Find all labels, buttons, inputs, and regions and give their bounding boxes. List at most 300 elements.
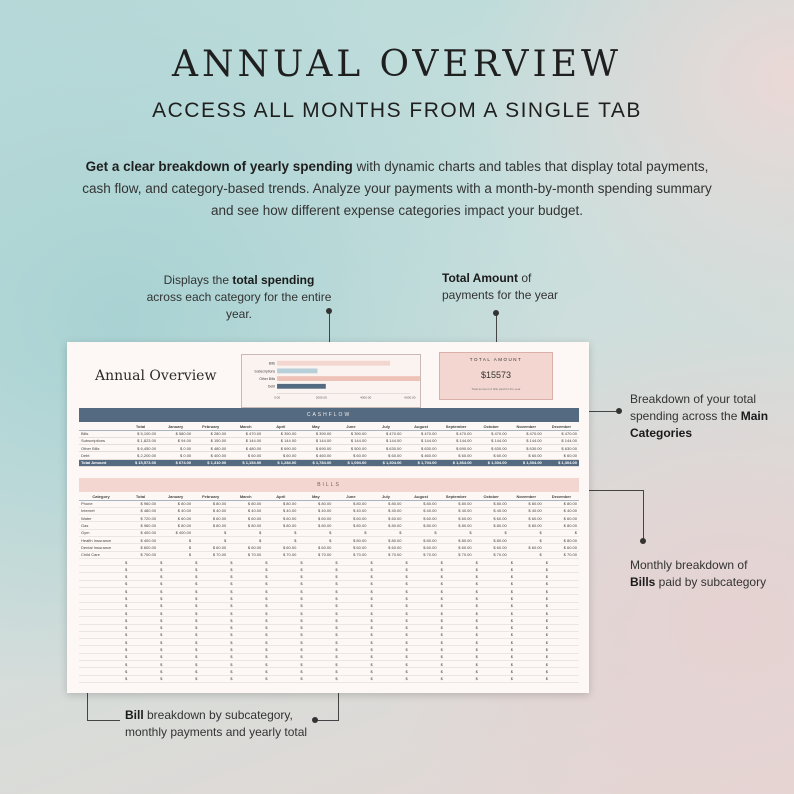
month-cell: $ <box>368 675 403 682</box>
month-cell: $ 70.00 <box>404 551 439 558</box>
month-cell: $ 80.00 <box>404 536 439 543</box>
month-cell: $ <box>368 668 403 675</box>
chart-bar <box>277 368 317 373</box>
month-cell: $ 94.00 <box>158 437 193 444</box>
month-cell: $ 60.00 <box>544 544 579 551</box>
month-cell: $ 80.00 <box>263 522 298 529</box>
month-cell: $ <box>228 631 263 638</box>
month-cell: $ <box>404 624 439 631</box>
month-cell: $ <box>474 617 509 624</box>
month-cell: $ <box>298 631 333 638</box>
month-cell: $ <box>228 624 263 631</box>
month-cell: $ 70.00 <box>193 551 228 558</box>
callout-bold: Bills <box>630 575 656 589</box>
month-cell: $ 460.00 <box>404 452 439 459</box>
total-amount-value: $15573 <box>480 370 512 380</box>
month-cell: $ 80.00 <box>474 522 509 529</box>
month-cell: $ <box>404 566 439 573</box>
month-cell: $ 144.00 <box>544 437 579 444</box>
month-cell: $ <box>158 609 193 616</box>
month-cell: $ <box>158 595 193 602</box>
month-cell: $ <box>228 609 263 616</box>
month-cell: $ 80.00 <box>439 500 474 507</box>
month-cell: $ <box>158 646 193 653</box>
month-cell: $ 80.00 <box>158 500 193 507</box>
month-cell: $ 60.00 <box>544 452 579 459</box>
month-cell: $ 0.00 <box>158 445 193 452</box>
month-cell: $ 500.00 <box>333 445 368 452</box>
month-cell: $ 470.00 <box>544 430 579 437</box>
month-cell: $ 460.00 <box>298 452 333 459</box>
row-label: Gas <box>79 522 123 529</box>
month-cell: $ <box>544 668 579 675</box>
month-cell: $ <box>298 639 333 646</box>
month-cell: $ <box>228 639 263 646</box>
month-cell: $ <box>368 529 403 536</box>
month-cell: $ <box>439 588 474 595</box>
month-cell: $ <box>404 668 439 675</box>
month-cell: $ <box>544 558 579 565</box>
month-cell: $ <box>544 624 579 631</box>
month-cell: $ <box>263 573 298 580</box>
month-cell: $ <box>123 588 158 595</box>
month-cell: $ 70.00 <box>263 551 298 558</box>
month-cell: $ <box>544 646 579 653</box>
month-cell: $ <box>228 602 263 609</box>
month-cell: $ 144.00 <box>228 437 263 444</box>
table-row <box>79 522 579 529</box>
month-cell: $ <box>123 558 158 565</box>
month-cell: $ <box>474 675 509 682</box>
month-cell: $ 80.00 <box>298 500 333 507</box>
month-cell: $ <box>333 566 368 573</box>
page-subtitle: ACCESS ALL MONTHS FROM A SINGLE TAB <box>152 99 642 122</box>
row-total: $ 2,200.00 <box>123 452 158 459</box>
intro-rest: with dynamic charts and tables that display total payments, cash flow, and category-based trends. Analyze your payments with a month-by-month spending summary and see how different expense categories impact your budget. <box>82 159 712 218</box>
month-cell: $ <box>123 566 158 573</box>
column-header: July <box>368 423 403 430</box>
month-cell: $ <box>298 653 333 660</box>
month-cell: $ <box>368 631 403 638</box>
month-cell: $ <box>193 631 228 638</box>
month-cell: $ <box>193 529 228 536</box>
column-header: June <box>333 493 368 500</box>
table-row <box>79 566 579 573</box>
row-total: $ 600.00 <box>123 544 158 551</box>
month-cell: $ <box>404 631 439 638</box>
month-cell: $ 60.00 <box>368 544 403 551</box>
month-cell: $ <box>333 529 368 536</box>
month-cell: $ <box>544 580 579 587</box>
month-cell: $ <box>263 668 298 675</box>
month-cell: $ <box>158 544 193 551</box>
month-cell: $ 60.00 <box>333 515 368 522</box>
month-cell: $ <box>474 595 509 602</box>
month-cell: $ <box>474 646 509 653</box>
month-cell: $ 80.00 <box>544 500 579 507</box>
month-cell: $ <box>228 675 263 682</box>
month-cell: $ <box>193 668 228 675</box>
month-cell: $ 80.00 <box>298 522 333 529</box>
page-title: ANNUAL OVERVIEW <box>171 44 623 85</box>
month-cell: $ <box>439 624 474 631</box>
table-row <box>79 515 579 522</box>
table-header-row <box>79 493 579 500</box>
month-cell: $ <box>193 617 228 624</box>
month-cell: $ <box>263 631 298 638</box>
month-cell: $ <box>193 573 228 580</box>
column-header: Total <box>123 493 158 500</box>
column-header: December <box>544 423 579 430</box>
month-cell: $ 144.00 <box>263 437 298 444</box>
month-cell: $ <box>263 580 298 587</box>
month-cell: $ 60.00 <box>509 515 544 522</box>
month-cell: $ <box>263 624 298 631</box>
column-header: November <box>509 493 544 500</box>
month-cell: $ 144.00 <box>404 437 439 444</box>
month-cell: $ 60.00 <box>193 515 228 522</box>
month-cell: $ <box>193 536 228 543</box>
month-cell: $ <box>123 580 158 587</box>
row-total: $ 480.00 <box>123 507 158 514</box>
table-row <box>79 668 579 675</box>
month-cell: $ 150.00 <box>193 437 228 444</box>
month-cell: $ 60.00 <box>368 515 403 522</box>
month-cell: $ <box>368 617 403 624</box>
month-cell: $ <box>123 646 158 653</box>
row-label <box>79 646 123 653</box>
month-cell: $ 80.00 <box>544 536 579 543</box>
month-cell: $ <box>263 653 298 660</box>
row-label <box>79 617 123 624</box>
month-cell: $ 580.00 <box>158 430 193 437</box>
table-row <box>79 536 579 543</box>
month-cell: $ 630.00 <box>368 445 403 452</box>
month-cell: $ <box>333 580 368 587</box>
month-cell: $ <box>158 602 193 609</box>
month-cell: $ 1,704.00 <box>404 459 439 466</box>
callout-bold: Bill <box>125 708 144 722</box>
callout-dot <box>312 717 318 723</box>
callout-line <box>643 490 644 540</box>
month-cell: $ 80.00 <box>474 500 509 507</box>
month-cell: $ <box>439 595 474 602</box>
month-cell: $ <box>263 602 298 609</box>
column-header: December <box>544 493 579 500</box>
row-label: Child Care <box>79 551 123 558</box>
table-row <box>79 602 579 609</box>
column-header <box>79 423 123 430</box>
month-cell: $ 80.00 <box>439 536 474 543</box>
month-cell: $ 60.00 <box>333 452 368 459</box>
month-cell: $ <box>439 558 474 565</box>
month-cell: $ 60.00 <box>509 452 544 459</box>
callout-line <box>316 720 339 721</box>
row-label <box>79 661 123 668</box>
month-cell: $ 80.00 <box>544 522 579 529</box>
total-amount-label: TOTAL AMOUNT <box>469 357 523 362</box>
month-cell: $ <box>228 573 263 580</box>
month-cell: $ <box>474 639 509 646</box>
column-header: January <box>158 493 193 500</box>
callout-text: paid by subcategory <box>655 575 767 589</box>
month-cell: $ <box>123 602 158 609</box>
table-row <box>79 580 579 587</box>
month-cell: $ 40.00 <box>544 507 579 514</box>
table-row <box>79 631 579 638</box>
month-cell: $ <box>544 595 579 602</box>
month-cell: $ <box>123 573 158 580</box>
column-header: August <box>404 493 439 500</box>
month-cell: $ <box>509 588 544 595</box>
row-label <box>79 595 123 602</box>
month-cell: $ <box>368 602 403 609</box>
month-cell: $ <box>404 661 439 668</box>
month-cell: $ 144.00 <box>298 437 333 444</box>
month-cell: $ <box>158 558 193 565</box>
table-row <box>79 544 579 551</box>
month-cell: $ <box>333 609 368 616</box>
month-cell: $ 1,154.00 <box>228 459 263 466</box>
month-cell: $ <box>439 631 474 638</box>
month-cell: $ <box>544 661 579 668</box>
table-row <box>79 653 579 660</box>
month-cell: $ <box>263 588 298 595</box>
month-cell: $ <box>333 639 368 646</box>
table-row <box>79 445 579 452</box>
month-cell: $ <box>123 609 158 616</box>
intro-lead: Get a clear breakdown of yearly spending <box>85 159 353 174</box>
table-row <box>79 551 579 558</box>
month-cell: $ 60.00 <box>544 515 579 522</box>
month-cell: $ <box>263 558 298 565</box>
month-cell: $ <box>158 536 193 543</box>
month-cell: $ 1,304.00 <box>544 459 579 466</box>
sheet-title: Annual Overview <box>95 368 217 384</box>
column-header: June <box>333 423 368 430</box>
row-total: $ 6,450.00 <box>123 445 158 452</box>
month-cell: $ 80.00 <box>509 500 544 507</box>
row-label <box>79 602 123 609</box>
month-cell: $ <box>404 646 439 653</box>
month-cell: $ <box>509 646 544 653</box>
month-cell: $ <box>368 588 403 595</box>
month-cell: $ 60.00 <box>228 544 263 551</box>
month-cell: $ 60.00 <box>263 515 298 522</box>
column-header: March <box>228 423 263 430</box>
row-label: Gym <box>79 529 123 536</box>
callout-dot <box>616 408 622 414</box>
bills-table <box>79 493 579 683</box>
month-cell: $ 60.00 <box>298 544 333 551</box>
callout-bold: total spending <box>232 273 315 287</box>
month-cell: $ <box>404 653 439 660</box>
month-cell: $ <box>228 646 263 653</box>
month-cell: $ 40.00 <box>228 507 263 514</box>
month-cell: $ <box>333 646 368 653</box>
month-cell: $ <box>193 558 228 565</box>
month-cell: $ 40.00 <box>439 507 474 514</box>
callout-text: Displays the <box>163 273 233 287</box>
callout-bill-breakdown <box>125 707 315 741</box>
month-cell: $ 80.00 <box>368 536 403 543</box>
month-cell: $ 40.00 <box>509 507 544 514</box>
month-cell: $ <box>509 624 544 631</box>
month-cell: $ 60.00 <box>439 452 474 459</box>
month-cell: $ 60.00 <box>439 544 474 551</box>
chart-tick-label: 0.00 <box>274 395 281 400</box>
row-label: Total Amount <box>79 459 123 466</box>
month-cell: $ <box>193 675 228 682</box>
month-cell: $ <box>368 624 403 631</box>
month-cell: $ 70.00 <box>298 551 333 558</box>
row-total: $ 720.00 <box>123 515 158 522</box>
column-header: October <box>474 423 509 430</box>
month-cell: $ <box>439 529 474 536</box>
table-row <box>79 558 579 565</box>
month-cell: $ <box>439 668 474 675</box>
month-cell: $ <box>193 646 228 653</box>
column-header: May <box>298 493 333 500</box>
month-cell: $ <box>404 558 439 565</box>
month-cell: $ 674.00 <box>158 459 193 466</box>
month-cell: $ 470.00 <box>474 430 509 437</box>
callout-text: Breakdown of your total spending across the <box>630 392 757 423</box>
column-header: April <box>263 423 298 430</box>
month-cell: $ 144.00 <box>509 437 544 444</box>
row-label: Other Bills <box>79 445 123 452</box>
month-cell: $ <box>123 668 158 675</box>
month-cell: $ 60.00 <box>263 452 298 459</box>
month-cell: $ <box>439 675 474 682</box>
row-label: Dental Insurance <box>79 544 123 551</box>
table-row <box>79 617 579 624</box>
column-header: September <box>439 493 474 500</box>
month-cell: $ <box>439 566 474 573</box>
month-cell: $ 470.00 <box>368 430 403 437</box>
month-cell: $ <box>333 661 368 668</box>
month-cell: $ <box>404 602 439 609</box>
month-cell: $ <box>439 573 474 580</box>
month-cell: $ <box>368 661 403 668</box>
month-cell: $ <box>544 639 579 646</box>
callout-main-categories <box>630 391 780 442</box>
cashflow-table <box>79 423 579 467</box>
row-label <box>79 609 123 616</box>
month-cell: $ 630.00 <box>544 445 579 452</box>
column-header: February <box>193 423 228 430</box>
month-cell: $ 690.00 <box>263 445 298 452</box>
month-cell: $ 470.00 <box>404 430 439 437</box>
chart-bar <box>277 384 326 389</box>
month-cell: $ 70.00 <box>333 551 368 558</box>
callout-bold: Total Amount <box>442 271 518 285</box>
month-cell: $ <box>228 617 263 624</box>
month-cell: $ <box>404 675 439 682</box>
table-row <box>79 430 579 437</box>
table-row <box>79 609 579 616</box>
month-cell: $ 60.00 <box>404 544 439 551</box>
column-header: August <box>404 423 439 430</box>
month-cell: $ <box>404 617 439 624</box>
chart-tick-label: 6000.00 <box>404 395 416 400</box>
month-cell: $ <box>474 529 509 536</box>
month-cell: $ <box>158 668 193 675</box>
month-cell: $ <box>509 653 544 660</box>
month-cell: $ <box>228 580 263 587</box>
callout-dot <box>493 310 499 316</box>
month-cell: $ <box>509 661 544 668</box>
table-row <box>79 459 579 466</box>
month-cell: $ 60.00 <box>404 515 439 522</box>
month-cell: $ <box>123 661 158 668</box>
month-cell: $ <box>474 609 509 616</box>
callout-text: breakdown by subcategory, monthly payments and yearly total <box>125 708 308 739</box>
month-cell: $ <box>158 551 193 558</box>
month-cell: $ <box>193 624 228 631</box>
row-total: $ 960.00 <box>123 500 158 507</box>
chart-bar <box>277 376 420 381</box>
callout-dot <box>640 538 646 544</box>
row-label <box>79 639 123 646</box>
month-cell: $ 80.00 <box>509 522 544 529</box>
month-cell: $ <box>193 580 228 587</box>
month-cell: $ <box>193 602 228 609</box>
column-header: February <box>193 493 228 500</box>
row-label <box>79 668 123 675</box>
table-row <box>79 675 579 682</box>
month-cell: $ <box>158 661 193 668</box>
month-cell: $ <box>263 566 298 573</box>
month-cell: $ <box>158 566 193 573</box>
month-cell: $ <box>228 661 263 668</box>
month-cell: $ <box>544 566 579 573</box>
month-cell: $ <box>263 595 298 602</box>
month-cell: $ <box>368 566 403 573</box>
month-cell: $ <box>509 631 544 638</box>
month-cell: $ 60.00 <box>193 544 228 551</box>
month-cell: $ 1,304.00 <box>474 459 509 466</box>
month-cell: $ 1,304.00 <box>509 459 544 466</box>
month-cell: $ <box>263 617 298 624</box>
month-cell: $ <box>228 588 263 595</box>
row-label: Phone <box>79 500 123 507</box>
row-label: Debt <box>79 452 123 459</box>
month-cell: $ <box>333 588 368 595</box>
month-cell: $ <box>333 631 368 638</box>
month-cell: $ <box>158 624 193 631</box>
month-cell: $ 470.00 <box>439 430 474 437</box>
month-cell: $ 80.00 <box>263 500 298 507</box>
month-cell: $ <box>509 551 544 558</box>
table-row <box>79 624 579 631</box>
column-header: March <box>228 493 263 500</box>
row-label: Bills <box>79 430 123 437</box>
month-cell: $ <box>228 529 263 536</box>
row-total: $ 400.00 <box>123 536 158 543</box>
month-cell: $ <box>509 558 544 565</box>
month-cell: $ <box>228 536 263 543</box>
month-cell: $ <box>333 602 368 609</box>
month-cell: $ <box>263 529 298 536</box>
month-cell: $ 40.00 <box>193 507 228 514</box>
month-cell: $ 144.00 <box>474 437 509 444</box>
month-cell: $ 80.00 <box>193 500 228 507</box>
month-cell: $ 390.00 <box>263 430 298 437</box>
month-cell: $ 70.00 <box>439 551 474 558</box>
month-cell: $ 390.00 <box>333 430 368 437</box>
month-cell: $ <box>509 609 544 616</box>
